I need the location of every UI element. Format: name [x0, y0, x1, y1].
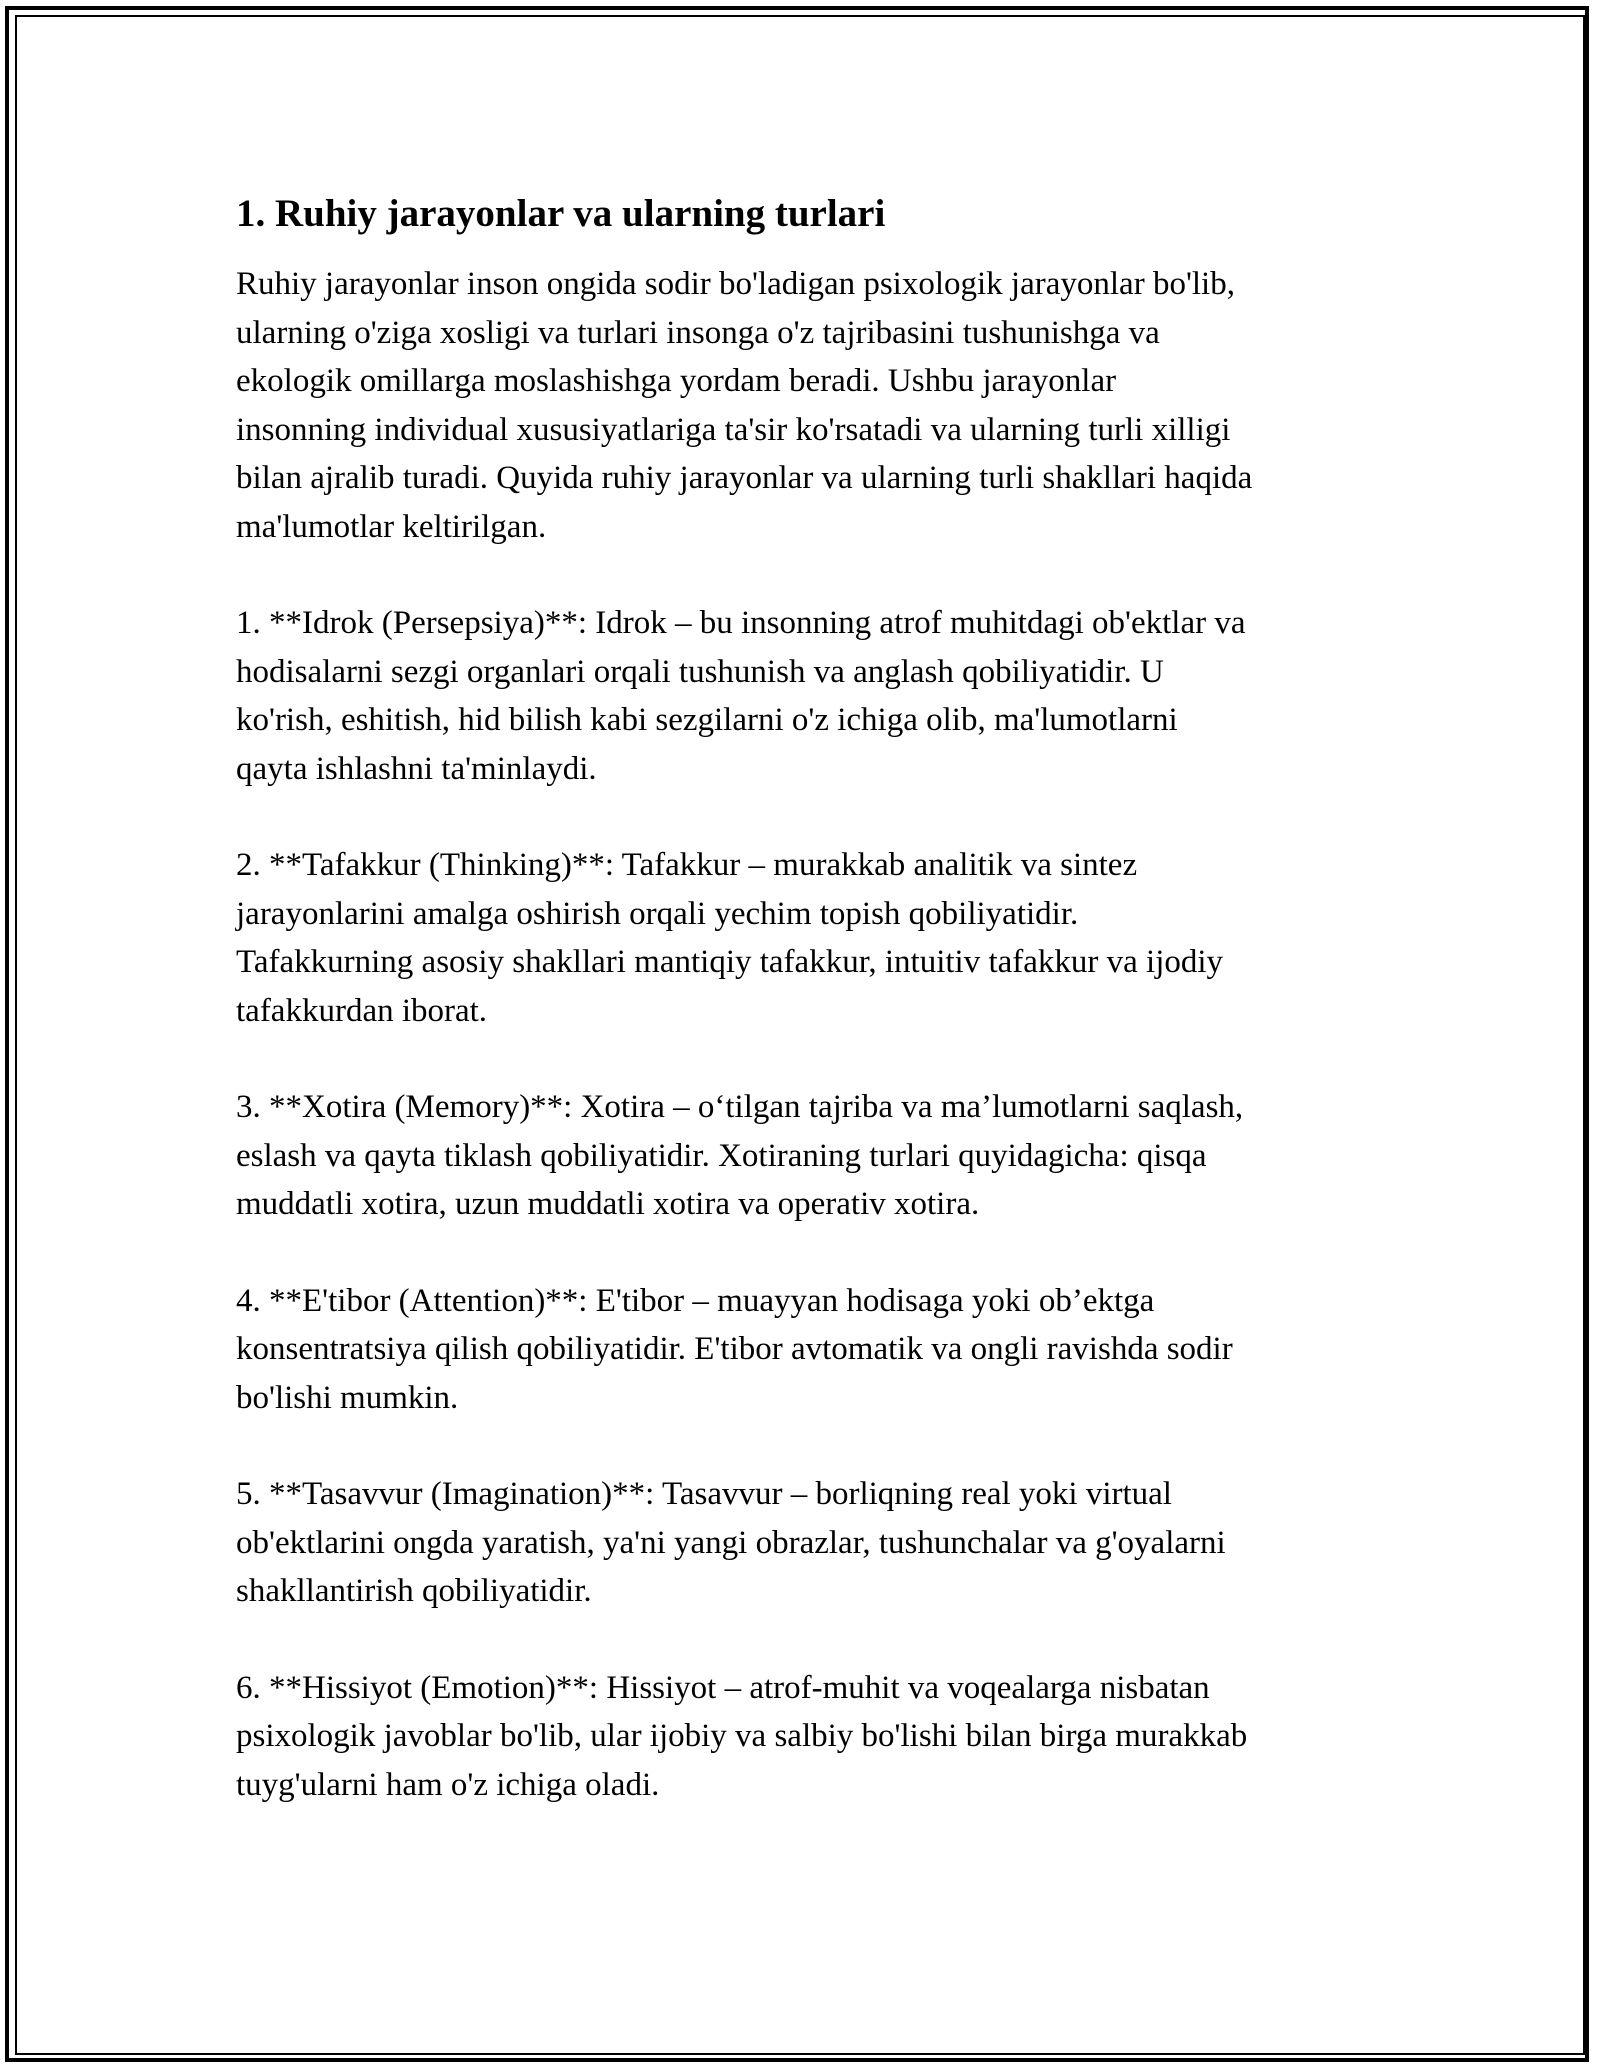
section-heading: 1. Ruhiy jarayonlar va ularning turlari — [236, 192, 886, 235]
list-item-hissiyot: 6. **Hissiyot (Emotion)**: Hissiyot – atrof-muhit va voqealarga nisbatan psixologik javoblar bo'lib, ular ijobiy va salbiy bo'lishi bilan birga murakkab tuyg'ularni ham o'z ichiga oladi. — [236, 1669, 1248, 1803]
list-item-tafakkur: 2. **Tafakkur (Thinking)**: Tafakkur – murakkab analitik va sintez jarayonlarini amalga oshirish orqali yechim topish qobiliyatidir. Tafakkurning asosiy shakllari mantiqiy tafakkur, intuitiv tafakkur va ijodiy tafakkurdan iborat. — [236, 847, 1224, 1029]
list-item-tasavvur: 5. **Tasavvur (Imagination)**: Tasavvur – borliqning real yoki virtual ob'ektlarini ongda yaratish, ya'ni yangi obrazlar, tushunchalar va g'oyalarni shakllantirish qobiliyatidir. — [236, 1476, 1226, 1609]
list-item-idrok: 1. **Idrok (Persepsiya)**: Idrok – bu insonning atrof muhitdagi ob'ektlar va hodisalarni sezgi organlari orqali tushunish va anglash qobiliyatidir. U ko'rish, eshitish, hid bilish kabi sezgilarni o'z ichiga olib, ma'lumotlarni qayta ishlashni ta'minlaydi. — [236, 605, 1246, 787]
list-item-xotira: 3. **Xotira (Memory)**: Xotira – o‘tilgan tajriba va ma’lumotlarni saqlash, eslash va qayta tiklash qobiliyatidir. Xotiraning turlari quyidagicha: qisqa muddatli xotira, uzun muddatli xotira va operativ xotira. — [236, 1089, 1244, 1222]
document-body — [236, 188, 1376, 1857]
list-item-etibor: 4. **E'tibor (Attention)**: E'tibor – muayyan hodisaga yoki ob’ektga konsentratsiya qilish qobiliyatidir. E'tibor avtomatik va ongli ravishda sodir bo'lishi mumkin. — [236, 1282, 1233, 1416]
intro-paragraph: Ruhiy jarayonlar inson ongida sodir bo'ladigan psixologik jarayonlar bo'lib, ularning o'ziga xosligi va turlari insonga o'z tajribasini tushunishga va ekologik omillarga moslashishga yordam beradi. Ushbu jarayonlar insonning individual xususiyatlariga ta'sir ko'rsatadi va ularning turli xilligi bilan ajralib turadi. Quyida ruhiy jarayonlar va ularning turli shakllari haqida ma'lumotlar keltirilgan. — [236, 266, 1253, 545]
